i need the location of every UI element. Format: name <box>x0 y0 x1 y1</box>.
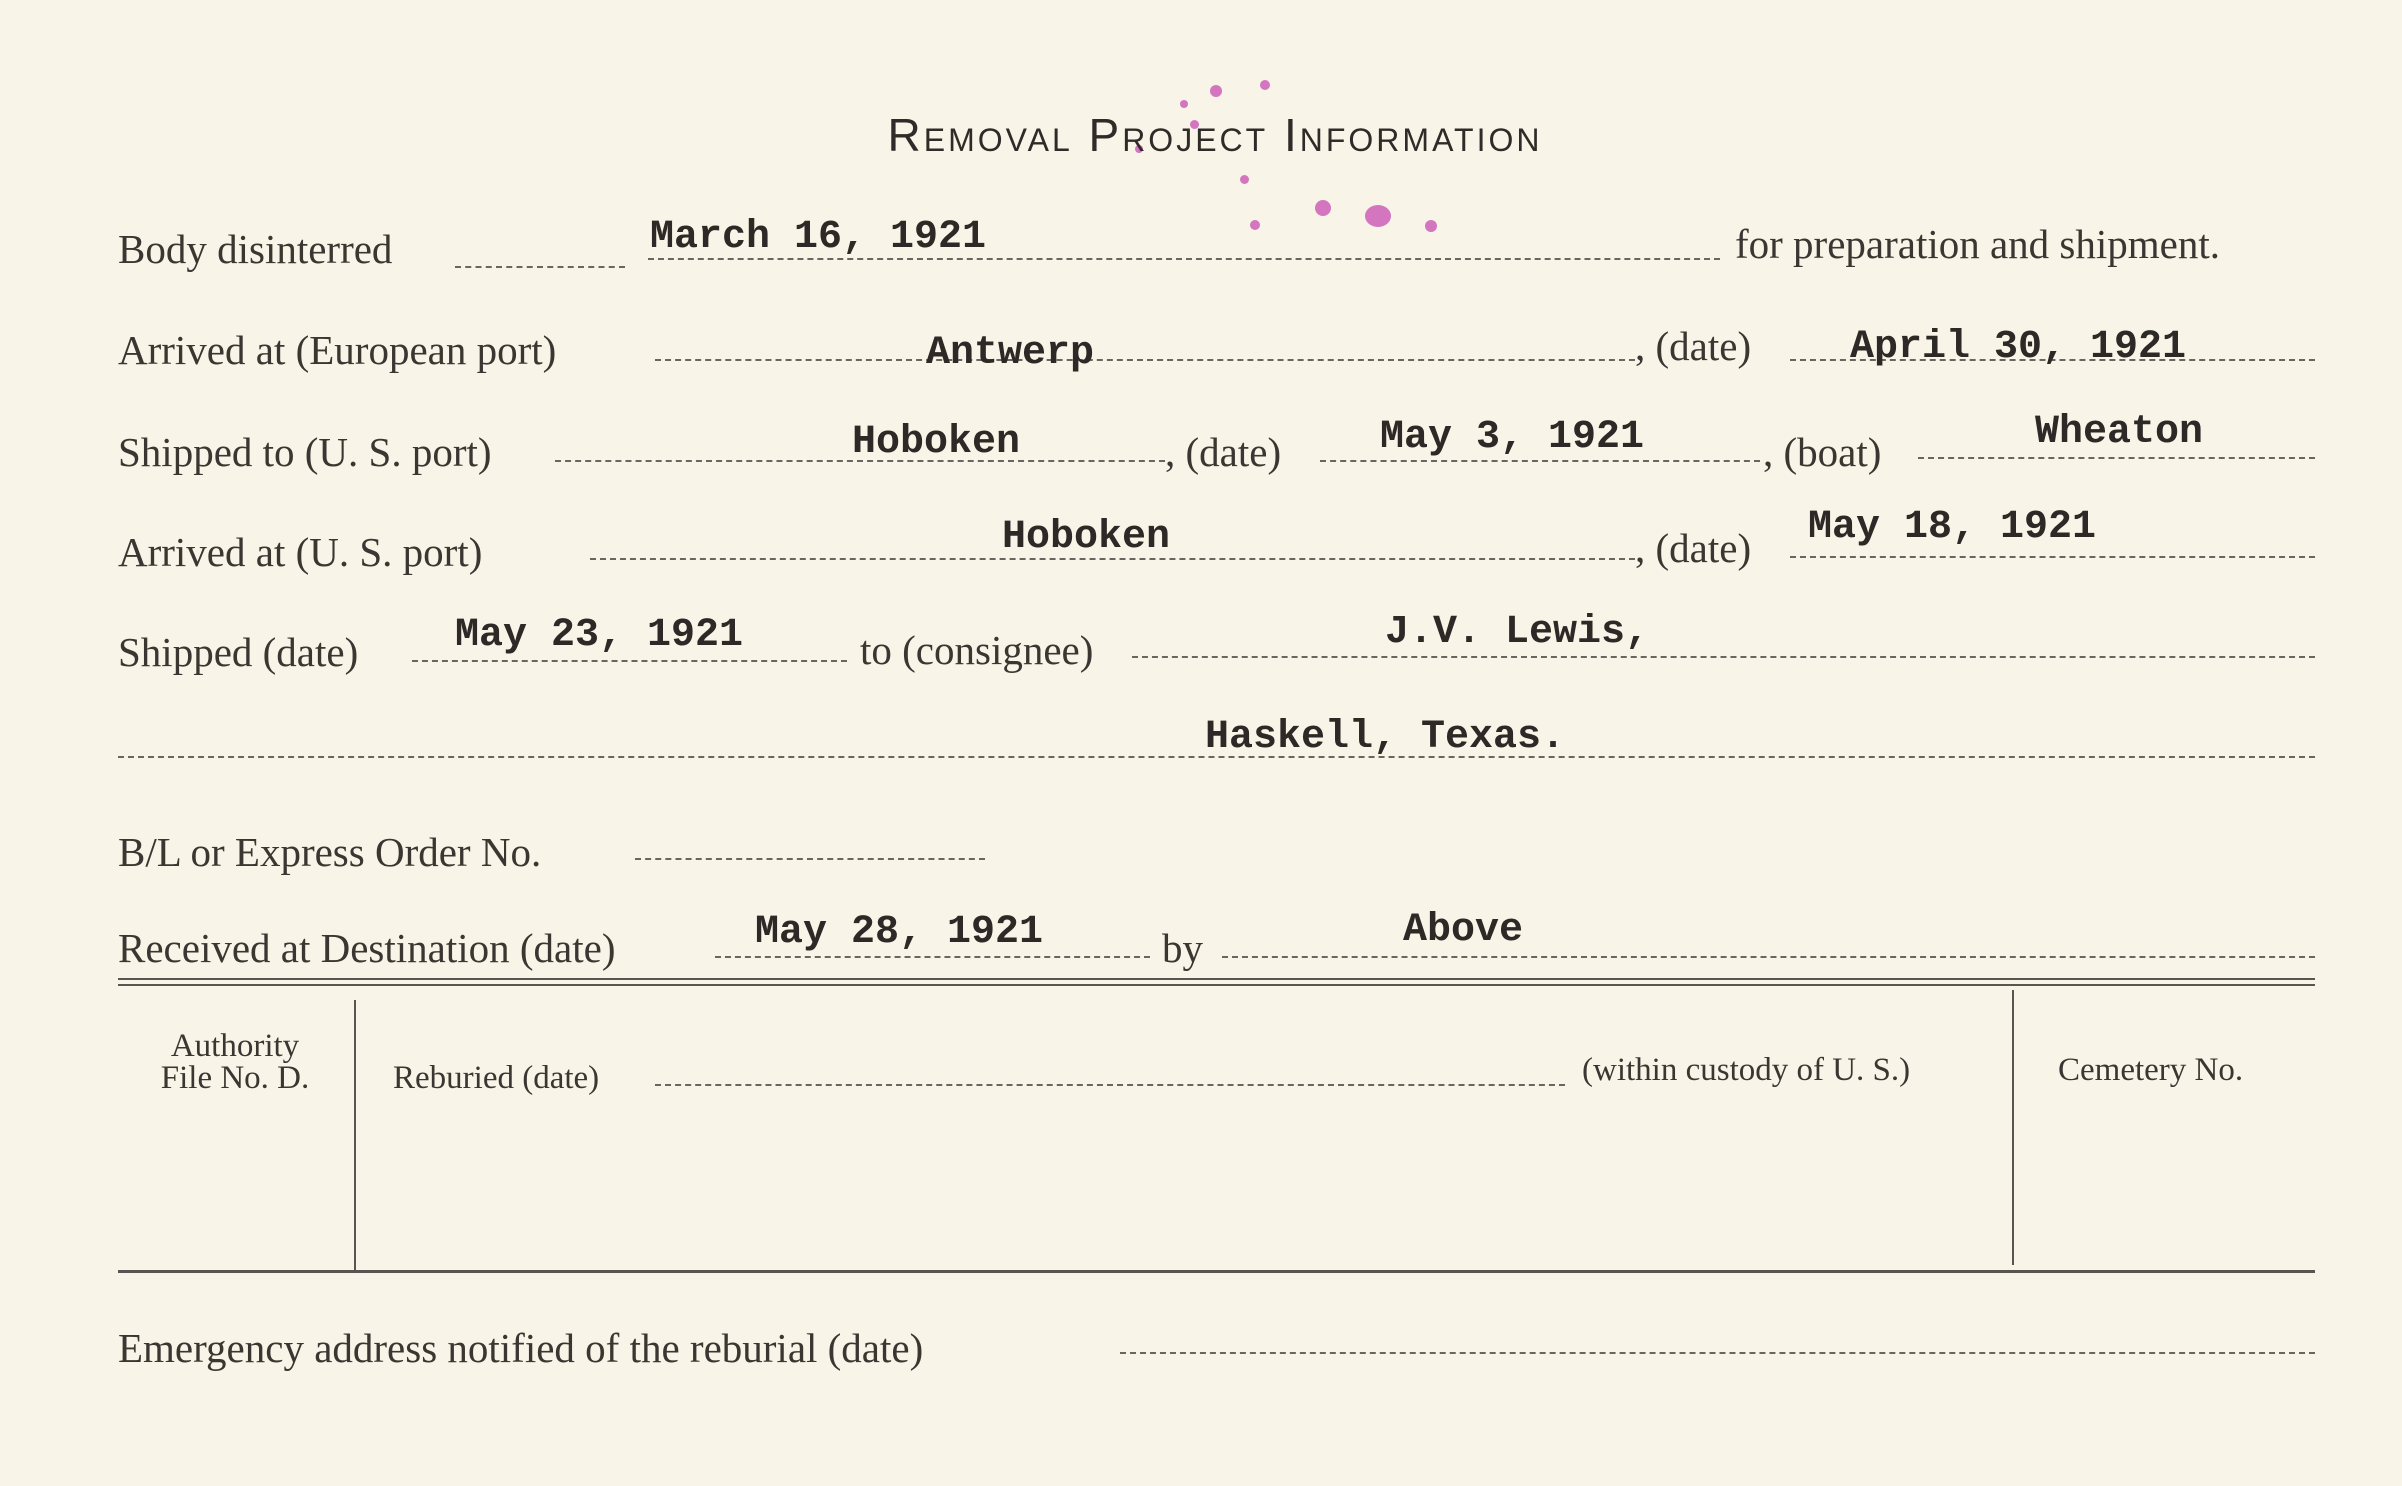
shipped-us-date: May 3, 1921 <box>1380 415 1645 460</box>
body-disinterred-label: Body disinterred <box>118 226 393 272</box>
dashed-line <box>1790 556 2315 558</box>
arrived-european-port: Antwerp <box>926 331 1095 376</box>
received-label: Received at Destination (date) <box>118 925 616 971</box>
shipped-us-date-label: , (date) <box>1165 429 1282 475</box>
dashed-line <box>1222 956 2315 958</box>
received-by-label: by <box>1162 925 1203 971</box>
shipped-us-label: Shipped to (U. S. port) <box>118 429 492 475</box>
shipped-date-label: Shipped (date) <box>118 629 359 675</box>
reburied-label: Reburied (date) <box>393 1060 600 1096</box>
authority-label-line1: Authority <box>170 1028 300 1064</box>
box-divider-right <box>2012 990 2014 1265</box>
consignee-label: to (consignee) <box>860 627 1094 673</box>
emergency-label: Emergency address notified of the reburial (date) <box>118 1325 924 1371</box>
box-divider-left <box>354 1000 356 1272</box>
cemetery-label: Cemetery No. <box>2058 1052 2244 1088</box>
arrived-us-date: May 18, 1921 <box>1808 505 2097 550</box>
dashed-line <box>412 660 847 662</box>
body-disinterred-suffix: for preparation and shipment. <box>1735 221 2221 267</box>
shipped-us-port: Hoboken <box>852 420 1021 465</box>
dashed-line <box>455 266 625 268</box>
box-bottom-rule <box>118 1270 2315 1273</box>
dashed-line <box>655 359 1635 361</box>
shipped-us-boat: Wheaton <box>2035 410 2204 455</box>
arrived-us-label: Arrived at (U. S. port) <box>118 529 483 575</box>
box-top-rule <box>118 978 2315 980</box>
dashed-line <box>1918 457 2315 459</box>
dashed-line <box>655 1084 1565 1086</box>
dashed-line <box>1132 656 2315 658</box>
dashed-line <box>1320 460 1760 462</box>
arrived-european-date-label: , (date) <box>1635 323 1752 369</box>
arrived-european-date: April 30, 1921 <box>1850 325 2187 370</box>
received-by: Above <box>1403 908 1524 953</box>
authority-label-line2: File No. D. <box>160 1060 310 1096</box>
received-date: May 28, 1921 <box>755 910 1044 955</box>
body-disinterred-value: March 16, 1921 <box>650 215 987 260</box>
bl-order-label: B/L or Express Order No. <box>118 829 542 875</box>
dashed-line <box>715 956 1150 958</box>
card-title: Removal Project Information <box>887 109 1543 161</box>
shipped-date-value: May 23, 1921 <box>455 613 744 658</box>
arrived-us-port: Hoboken <box>1002 515 1171 560</box>
arrived-european-label: Arrived at (European port) <box>118 327 557 373</box>
arrived-us-date-label: , (date) <box>1635 525 1752 571</box>
consignee-value: J.V. Lewis, <box>1385 610 1650 655</box>
box-top-rule-inner <box>118 984 2315 986</box>
dashed-line <box>635 858 985 860</box>
custody-label: (within custody of U. S.) <box>1582 1052 1911 1088</box>
consignee-address: Haskell, Texas. <box>1205 715 1566 760</box>
shipped-us-boat-label: , (boat) <box>1763 429 1882 475</box>
dashed-line <box>1120 1352 2315 1354</box>
